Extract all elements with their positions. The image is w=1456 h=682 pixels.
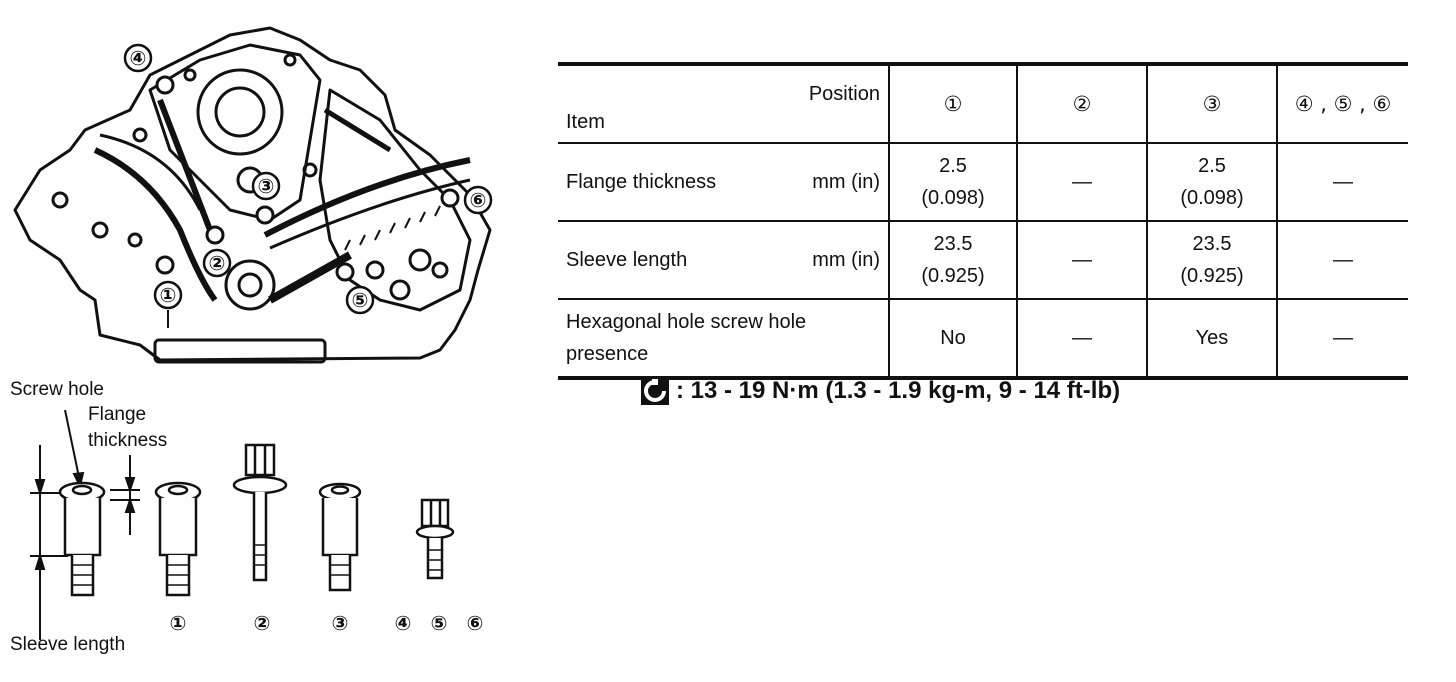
value-cell: — [1017,299,1147,378]
bolt-label-4: ④ [394,611,412,635]
header-col-1: ① [889,64,1017,143]
bolt-number-markers [170,611,484,635]
svg-text:①: ① [159,283,177,307]
value-cell: 2.5 (0.098) [1147,143,1277,221]
marker-3 [253,173,279,199]
value-cell: Yes [1147,299,1277,378]
row-unit: mm (in) [812,171,880,193]
marker-1 [155,282,181,308]
bolt-label-6: ⑥ [466,611,484,635]
row-unit: mm (in) [812,249,880,271]
header-col-3: ③ [1147,64,1277,143]
header-item-position [558,64,889,143]
marker-4 [125,45,151,71]
value-cell: — [1017,143,1147,221]
bolt-3 [320,484,360,590]
row-item-label: Hexagonal hole screw hole presence [566,311,807,365]
bolt-1 [156,483,200,595]
value-cell: 23.5 (0.925) [1147,221,1277,299]
table-row-sleeve-length [558,221,1408,299]
header-col-2: ② [1017,64,1147,143]
marker-5 [347,287,373,313]
thickness-label: thickness [88,430,168,451]
value-cell: — [1017,221,1147,299]
value-cell: No [889,299,1017,378]
value-cell: — [1277,221,1408,299]
svg-text:②: ② [208,251,226,275]
bolt-4-5-6 [417,500,453,578]
engine-front-view [15,28,490,362]
table-row-flange-thickness [558,143,1408,221]
svg-text:⑤: ⑤ [351,288,369,312]
torque-spec [640,376,1120,406]
bolt-label-5: ⑤ [430,611,448,635]
bolt-2 [234,445,286,580]
row-item-cell [558,221,889,299]
row-item-cell [558,299,889,378]
bolt-spec-table [558,62,1408,380]
sleeve-length-label: Sleeve length [10,634,126,655]
marker-6 [465,187,491,213]
row-item-label: Sleeve length [566,249,688,271]
row-item-label: Flange thickness [566,171,717,193]
header-col-4-5-6: ④ , ⑤ , ⑥ [1277,64,1408,143]
reference-sleeve-bolt [60,483,104,595]
value-cell: 23.5 (0.925) [889,221,1017,299]
header-position: Position [808,83,880,105]
svg-text:⑥: ⑥ [469,188,487,212]
torque-wrench-icon [640,376,670,406]
marker-2 [204,250,230,276]
header-item: Item [566,111,605,133]
value-cell: — [1277,299,1408,378]
table-header-row [558,64,1408,143]
row-item-cell [558,143,889,221]
engine-timing-illustration [0,0,540,682]
bolt-label-2: ② [253,611,271,635]
table-row-hex-hole [558,299,1408,378]
value-cell: 2.5 (0.098) [889,143,1017,221]
bolt-label-3: ③ [331,611,349,635]
value-cell: — [1277,143,1408,221]
screw-hole-label: Screw hole [10,379,104,400]
flange-label: Flange [88,404,147,425]
svg-text:③: ③ [257,174,275,198]
svg-text:④: ④ [129,46,147,70]
torque-text: : 13 - 19 N·m (1.3 - 1.9 kg-m, 9 - 14 ft-lb) [676,377,1121,404]
bolt-label-1: ① [169,611,187,635]
